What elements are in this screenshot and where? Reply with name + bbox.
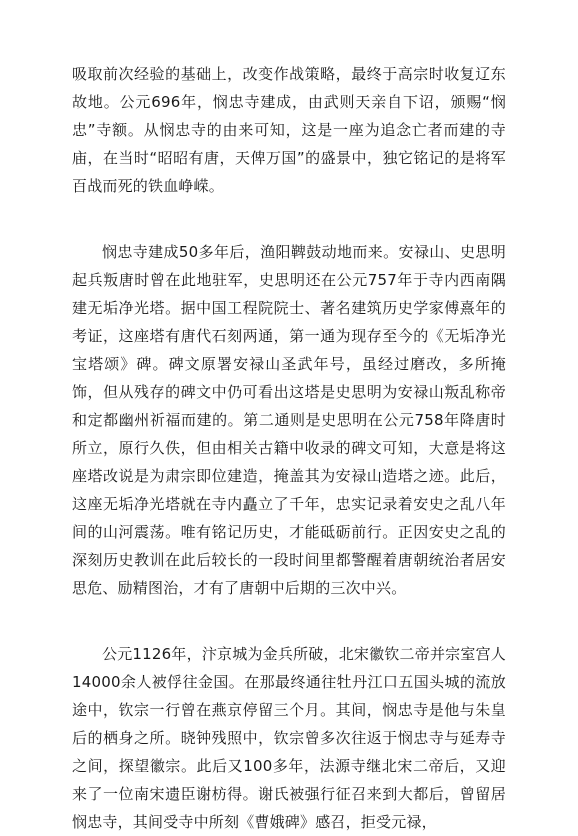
paragraph-1: 吸取前次经验的基础上，改变作战策略，最终于高宗时收复辽东故地。公元696年，悯忠寺建成，由武则天亲自下诏，颁赐“悯忠”寺额。从悯忠寺的由来可知，这是一座为追念亡者而建的寺庙，在当时“昭昭有唐，天俾万国”的盛景中，独它铭记的是将军百战而死的铁血峥嵘。 — [72, 65, 506, 195]
paragraph-2: 悯忠寺建成50多年后，渔阳鞞鼓动地而来。安禄山、史思明起兵叛唐时曾在此地驻军，史思明还在公元757年于寺内西南隅建无垢净光塔。据中国工程院院士、著名建筑历史学家傅熹年的考证，这座塔有唐代石刻两通，第一通为现存至今的《无垢净光宝塔颂》碑。碑文原署安禄山圣武年号，虽经过磨改，多所掩饰，但从残存的碑文中仍可看出这塔是史思明为安禄山叛乱称帝和定都幽州祈福而建的。第二通则是史思明在公元758年降唐时所立，原行久佚，但由相关古籍中收录的碑文可知，大意是将这座塔改说是为肃宗即位建造，掩盖其为安禄山造塔之迹。此后，这座无垢净光塔就在寺内矗立了千年，忠实记录着安史之乱八年间的山河震荡。唯有铭记历史，才能砥砺前行。正因安史之乱的深刻历史教训在此后较长的一段时间里都警醒着唐朝统治者居安思危、励精图治，才有了唐朝中后期的三次中兴。 — [72, 243, 506, 597]
paragraph-3: 公元1126年，汴京城为金兵所破，北宋徽钦二帝并宗室宫人14000余人被俘往金国。在那最终通往牡丹江口五国头城的流放途中，钦宗一行曾在燕京停留三个月。其间，悯忠寺是他与朱皇后的栖身之所。晓钟残照中，钦宗曾多次往返于悯忠寺与延寿寺之间，探望徽宗。此后又100多年，法源寺继北宋二帝后，又迎来了一位南宋遗臣谢枋得。谢氏被强行征召来到大都后，曾留居悯忠寺，其间受寺中所刻《曹娥碑》感召，拒受元禄， — [72, 645, 506, 831]
